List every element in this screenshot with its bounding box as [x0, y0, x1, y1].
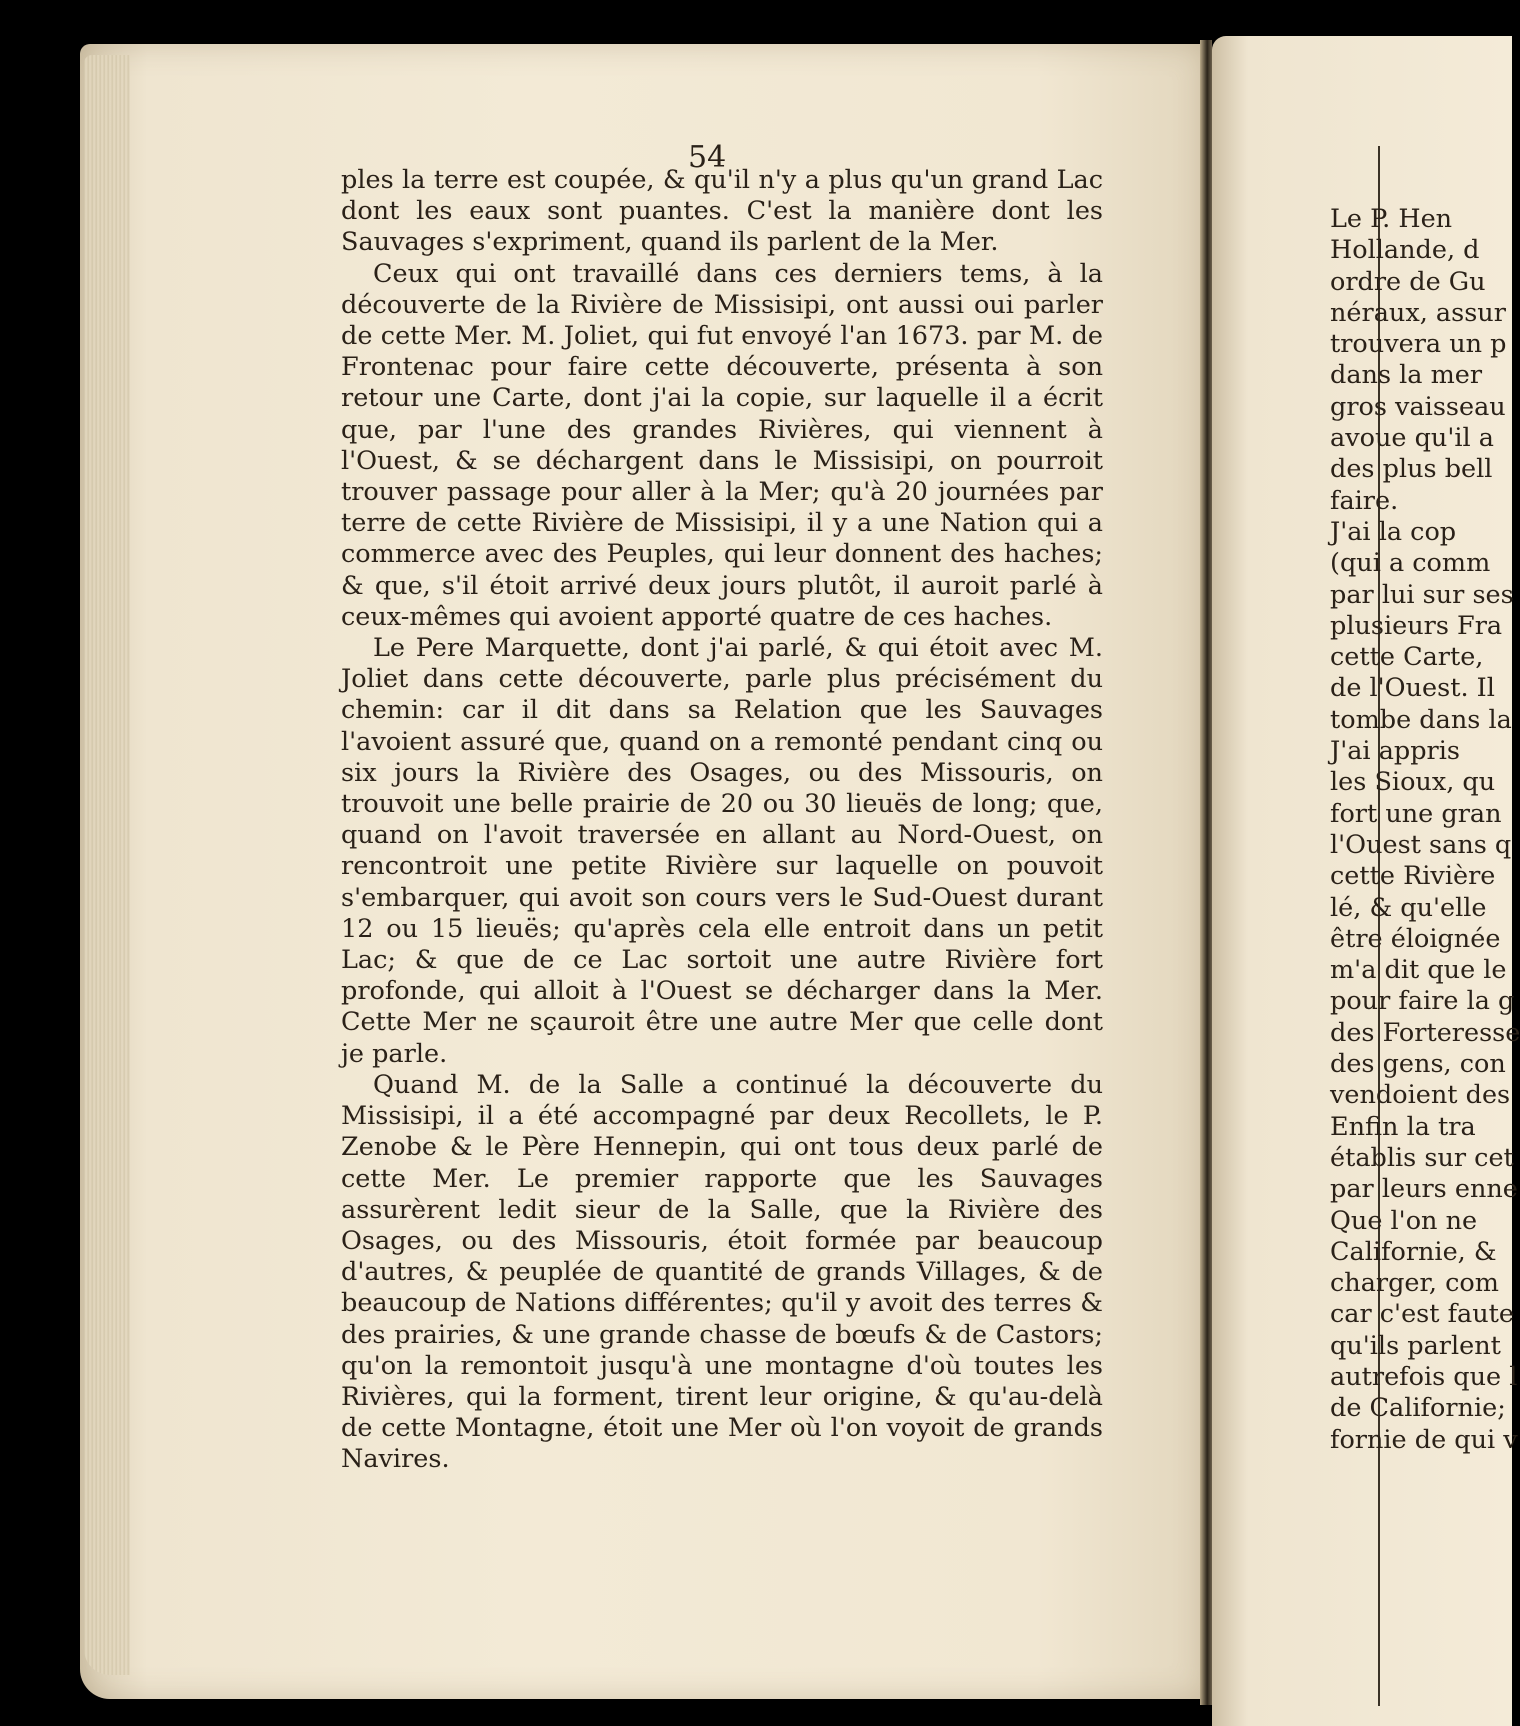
facing-page-line: l'Ouest sans q	[1330, 829, 1512, 860]
facing-page-line: ordre de Gu	[1330, 266, 1486, 297]
facing-page-line: (qui a comm	[1330, 548, 1491, 579]
paragraph-4: Quand M. de la Salle a continué la découverte du Missisipi, il a été accompagné par deux Recollets, le P. Zenobe & le Père Hennepin, qui ont tous deux parlé de cette Mer. Le premier rapporte que les Sauvages assurèrent ledit sieur de la Salle, que la Rivière des Osages, ou des Missouris, étoit formée par beaucoup d'autres, & peuplée de quantité de grands Villages, & de beaucoup de Nations différentes; qu'il y avoit des terres & des prairies, & une grande chasse de bœufs & de Castors; qu'on la remontoit jusqu'à une montagne d'où toutes les Rivières, qui la forment, tirent leur origine, & qu'au-delà de cette Montagne, étoit une Mer où l'on voyoit de grands Navires.	[341, 1069, 1103, 1475]
page-number: 54	[688, 140, 727, 175]
facing-page-line: des gens, con	[1330, 1049, 1506, 1080]
facing-page-line: cette Carte,	[1330, 642, 1484, 673]
facing-page-line: J'ai la cop	[1330, 516, 1457, 547]
facing-page-line: dans la mer	[1330, 360, 1483, 391]
book-gutter	[1200, 40, 1212, 1705]
facing-page-line: établis sur cet	[1330, 1142, 1514, 1173]
facing-page-line: les Sioux, qu	[1330, 767, 1496, 798]
facing-page-line: car c'est faute	[1330, 1299, 1515, 1330]
facing-page-line: fort une gran	[1330, 798, 1502, 829]
facing-page-line: tombe dans la	[1330, 704, 1512, 735]
facing-page-line: de l'Ouest. Il	[1330, 673, 1495, 704]
facing-page-line: Le P. Hen	[1330, 204, 1453, 234]
facing-page-line: cette Rivière	[1330, 861, 1496, 892]
facing-page-line: Hollande, d	[1330, 235, 1480, 266]
facing-page-line: de Californie;	[1330, 1393, 1506, 1424]
facing-page-line: qu'ils parlent	[1330, 1330, 1501, 1361]
facing-page-line: des Forteresse	[1330, 1017, 1520, 1048]
facing-page-line: par lui sur ses	[1330, 579, 1514, 610]
facing-page-line: néraux, assur	[1330, 297, 1506, 328]
facing-page-line: pour faire la g	[1330, 986, 1515, 1017]
facing-page-line: faire.	[1330, 485, 1399, 516]
facing-page-line: Que l'on ne	[1330, 1205, 1478, 1236]
facing-page-line: gros vaisseau	[1330, 391, 1506, 422]
paragraph-2: Ceux qui ont travaillé dans ces derniers tems, à la découverte de la Rivière de Missisipi, ont aussi oui parler de cette Mer. M. Joliet, qui fut envoyé l'an 1673. par M. de Frontenac pour faire cette découverte, présenta à son retour une Carte, dont j'ai la copie, sur laquelle il a écrit que, par l'une des grandes Rivières, qui viennent à l'Ouest, & se déchargent dans le Missisipi, on pourroit trouver passage pour aller à la Mer; qu'à 20 journées par terre de cette Rivière de Missisipi, il y a une Nation qui a commerce avec des Peuples, qui leur donnent des haches; & que, s'il étoit arrivé deux jours plutôt, il auroit parlé à ceux-mêmes qui avoient apporté quatre de ces haches.	[341, 258, 1103, 632]
facing-page-line: par leurs enne	[1330, 1174, 1518, 1205]
page-edges	[84, 55, 130, 1675]
facing-page-line: trouvera un p	[1330, 329, 1507, 360]
facing-page-line: être éloignée	[1330, 923, 1501, 954]
facing-page-line: avoue qu'il a	[1330, 423, 1494, 454]
body-text	[341, 165, 1103, 1476]
facing-page-line: m'a dit que le	[1330, 955, 1507, 986]
facing-page-line: lé, & qu'elle	[1330, 892, 1487, 923]
facing-page-line: Californie, &	[1330, 1236, 1497, 1267]
paragraph-1: ples la terre est coupée, & qu'il n'y a plus qu'un grand Lac dont les eaux sont puantes. C'est la manière dont les Sauvages s'expriment, quand ils parlent de la Mer.	[341, 165, 1103, 258]
facing-page-text	[1330, 204, 1520, 1456]
paragraph-3: Le Pere Marquette, dont j'ai parlé, & qui étoit avec M. Joliet dans cette découverte, parle plus précisément du chemin: car il dit dans sa Relation que les Sauvages l'avoient assuré que, quand on a remonté pendant cinq ou six jours la Rivière des Osages, ou des Missouris, on trouvoit une belle prairie de 20 ou 30 lieuës de long; que, quand on l'avoit traversée en allant au Nord-Ouest, on rencontroit une petite Rivière sur laquelle on pouvoit s'embarquer, qui avoit son cours vers le Sud-Ouest durant 12 ou 15 lieuës; qu'après cela elle entroit dans un petit Lac; & que de ce Lac sortoit une autre Rivière fort profonde, qui alloit à l'Ouest se décharger dans la Mer. Cette Mer ne sçauroit être une autre Mer que celle dont je parle.	[341, 633, 1103, 1069]
facing-page-line: plusieurs Fra	[1330, 610, 1503, 641]
facing-page-line: Enfin la tra	[1330, 1111, 1476, 1142]
facing-page-line: J'ai appris	[1330, 736, 1460, 767]
facing-page-line: des plus bell	[1330, 454, 1493, 485]
facing-page-line: autrefois que l	[1330, 1361, 1518, 1392]
facing-page-line: vendoient des	[1330, 1080, 1511, 1111]
facing-page-line: fornie de qui v	[1330, 1424, 1518, 1455]
facing-page-line: charger, com	[1330, 1268, 1499, 1299]
